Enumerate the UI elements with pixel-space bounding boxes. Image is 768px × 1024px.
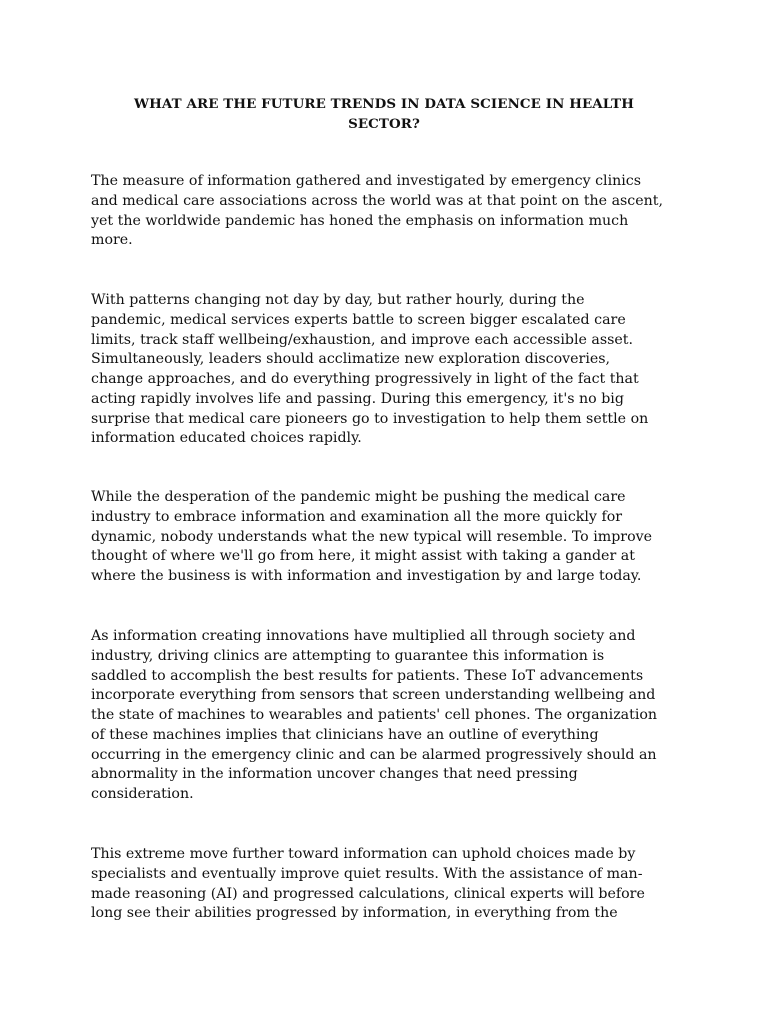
text-line: This extreme move further toward information can uphold choices made by xyxy=(91,846,636,862)
text-line: more. xyxy=(91,232,133,249)
text-line: pandemic, medical services experts battle to screen bigger escalated care xyxy=(91,311,626,328)
text-line: While the desperation of the pandemic might be pushing the medical care xyxy=(91,489,626,505)
text-line: information educated choices rapidly. xyxy=(91,430,362,447)
text-line: long see their abilities progressed by information, in everything from the xyxy=(91,905,618,922)
paragraph-2 xyxy=(91,291,681,449)
title-line: SECTOR? xyxy=(348,116,420,132)
text-line: and medical care associations across the world was at that point on the ascent, xyxy=(91,192,663,209)
paragraph-3 xyxy=(91,488,681,587)
text-line: industry to embrace information and examination all the more quickly for xyxy=(91,508,623,525)
paragraph-4 xyxy=(91,627,681,805)
paragraph-1 xyxy=(91,172,681,251)
text-line: dynamic, nobody understands what the new typical will resemble. To improve xyxy=(91,528,653,545)
paragraph-5 xyxy=(91,845,681,924)
text-line: acting rapidly involves life and passing. During this emergency, it's no big xyxy=(91,390,624,407)
text-line: of these machines implies that clinicians have an outline of everything xyxy=(91,726,599,743)
text-line: the state of machines to wearables and patients' cell phones. The organization xyxy=(91,707,658,723)
text-line: saddled to accomplish the best results for patients. These IoT advancements xyxy=(91,667,644,684)
text-line: The measure of information gathered and investigated by emergency clinics xyxy=(91,173,642,189)
text-line: Simultaneously, leaders should acclimatize new exploration discoveries, xyxy=(91,351,611,368)
text-line: incorporate everything from sensors that screen understanding wellbeing and xyxy=(91,687,656,704)
text-line: change approaches, and do everything progressively in light of the fact that xyxy=(91,371,639,387)
text-line: thought of where we'll go from here, it might assist with taking a gander at xyxy=(91,548,635,565)
text-line: industry, driving clinics are attempting to guarantee this information is xyxy=(91,647,605,664)
title-line: WHAT ARE THE FUTURE TRENDS IN DATA SCIENCE IN HEALTH xyxy=(134,96,634,112)
text-line: With patterns changing not day by day, but rather hourly, during the xyxy=(91,292,585,308)
text-line: specialists and eventually improve quiet results. With the assistance of man- xyxy=(91,865,643,882)
text-line: yet the worldwide pandemic has honed the emphasis on information much xyxy=(91,212,629,229)
text-line: where the business is with information and investigation by and large today. xyxy=(91,568,642,584)
text-line: surprise that medical care pioneers go to investigation to help them settle on xyxy=(91,410,649,427)
document-title xyxy=(120,94,648,134)
text-line: As information creating innovations have multiplied all through society and xyxy=(91,628,636,644)
text-line: abnormality in the information uncover changes that need pressing xyxy=(91,766,578,783)
text-line: made reasoning (AI) and progressed calculations, clinical experts will before xyxy=(91,885,645,902)
text-line: consideration. xyxy=(91,786,194,802)
text-line: occurring in the emergency clinic and can be alarmed progressively should an xyxy=(91,746,657,763)
text-line: limits, track staff wellbeing/exhaustion, and improve each accessible asset. xyxy=(91,331,634,348)
